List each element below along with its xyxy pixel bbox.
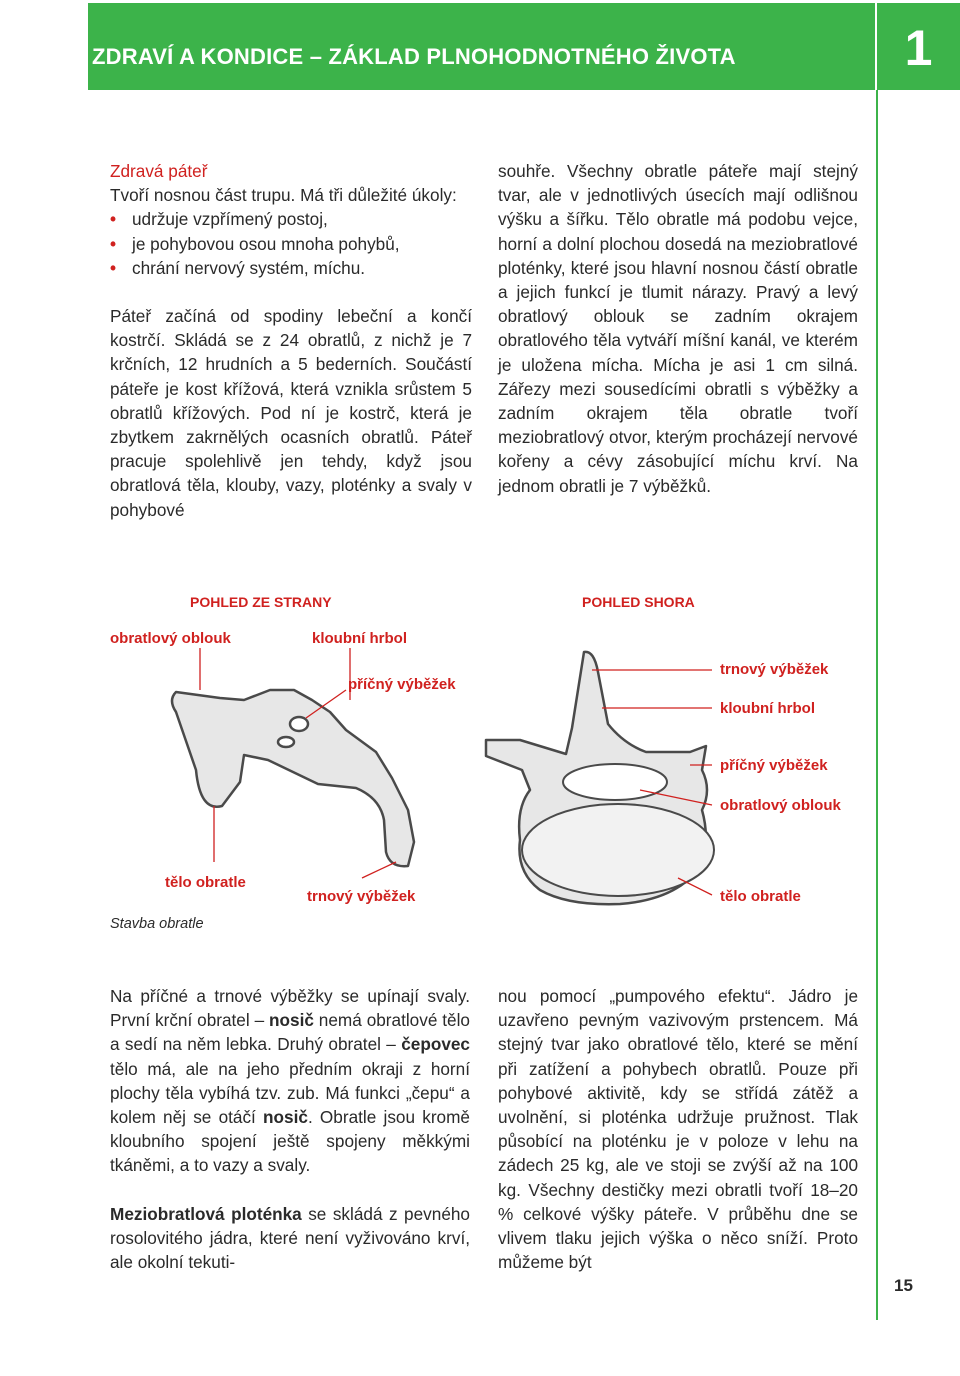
- chapter-number: 1: [904, 20, 933, 76]
- label-spinous-top: trnový výběžek: [720, 661, 829, 678]
- chapter-title: ZDRAVÍ A KONDICE – ZÁKLAD PLNOHODNOTNÉHO ŽIVOTA: [92, 44, 736, 69]
- top-view-vertebra: [486, 652, 714, 904]
- bullet-dot-icon: •: [110, 233, 117, 254]
- label-joint-side: kloubní hrbol: [312, 630, 407, 647]
- paragraph-vertebrae: souhře. Všechny obratle páteře mají stejný tvar, ale v jednotlivých úsecích mají odlišnou výšku a šířku. Tělo obratle má podobu vejce, horní a dolní plochou dosedá na meziobratlové ploténky, které jsou hlavní nosnou částí obratle a jejich funkcí je tlumit nárazy. Pravý a levý obratlový oblouk se zadním okrajem obratlového těla vytváří míšní kanál, ve kterém je uložena mícha. Mícha je asi 1 cm silná. Zářezy mezi sousedícími obratli s výběžky a zadním okrajem těla obratle tvoří meziobratlový otvor, kterým procházejí nervové kořeny a cévy zásobující míchu krví. Na jednom obratli je 7 výběžků.: [498, 161, 858, 496]
- label-transverse-top: příčný výběžek: [720, 757, 828, 774]
- paragraph-atlas-axis: Na příčné a trnové výběžky se upínají svaly. První krční obratel – nosič nemá obratlové tělo a sedí na něm lebka. Druhý obratel – čepovec tělo má, ale na jeho předním okraji z horní plochy těla vybíhá tzv. zub. Má funkci „čepu“ a kolem něj se otáčí nosič. Obratle jsou kromě kloubního spojení ještě spojeny měkkými tkáněmi, a to vazy a svaly.: [110, 986, 470, 1176]
- bullet-item: • je pohybovou osou mnoha pohybů,: [110, 232, 472, 256]
- label-body-top: tělo obratle: [720, 888, 801, 905]
- label-body-side: tělo obratle: [165, 874, 246, 891]
- label-joint-top: kloubní hrbol: [720, 700, 815, 717]
- bullet-dot-icon: •: [110, 209, 117, 230]
- label-arch-top: obratlový oblouk: [720, 797, 841, 814]
- bullet-dot-icon: •: [110, 257, 117, 278]
- bullet-item: • chrání nervový systém, míchu.: [110, 256, 472, 280]
- label-arch-side: obratlový oblouk: [110, 630, 231, 647]
- figure-caption: Stavba obratle: [110, 916, 204, 932]
- lower-left-column: [110, 984, 470, 1274]
- bullet-item: • udržuje vzpřímený postoj,: [110, 207, 472, 231]
- section-heading: Zdravá páteř: [110, 161, 208, 181]
- paragraph-spine: Páteř začíná od spodiny lebeční a končí kostrčí. Skládá se z 24 obratlů, z nichž je 7 krčních, 12 hrudních a 5 bederních. Součástí páteře je kost křížová, která vznikla srůstem 5 obratlů křížových. Pod ní je kostrč, která je zbytkem zakrnělých ocasních obratlů. Páteř pracuje spolehlivě jen tehdy, když jsou obratlová těla, klouby, vazy, ploténky a svaly v pohybové: [110, 306, 472, 520]
- top-view-title: POHLED SHORA: [582, 594, 695, 610]
- paragraph-disc-cont: nou pomocí „pumpového efektu“. Jádro je uzavřeno pevným vazivovým prstencem. Má stejný tvar jako obratlové tělo, které se mění při zatížení a pohybech obratlů. Pouze při pohybové aktivitě, kdy se střídá zátěž a uvolnění, si ploténka udržuje pružnost. Tlak působící na ploténku je v poloze v lehu na zádech 25 kg, ale ve stoji se zvýší až na 100 kg. Všechny destičky mezi obratli tvoří 18–20 % celkové výšky páteře. V průběhu dne se vlivem tlaku jejich výška o něco sníží. Proto můžeme být: [498, 986, 858, 1273]
- paragraph-disc: Meziobratlová ploténka se skládá z pevného rosolovitého jádra, které není vyživováno krví, ale okolní tekuti-: [110, 1203, 470, 1273]
- label-transverse-side: příčný výběžek: [348, 676, 456, 693]
- intro-text: Tvoří nosnou část trupu. Má tři důležité úkoly:: [110, 185, 457, 206]
- lower-right-column: [498, 984, 858, 1274]
- side-view-vertebra: [172, 690, 414, 866]
- side-view-title: POHLED ZE STRANY: [190, 594, 332, 610]
- page-number: 15: [894, 1276, 913, 1295]
- label-spinous-side: trnový výběžek: [307, 888, 416, 905]
